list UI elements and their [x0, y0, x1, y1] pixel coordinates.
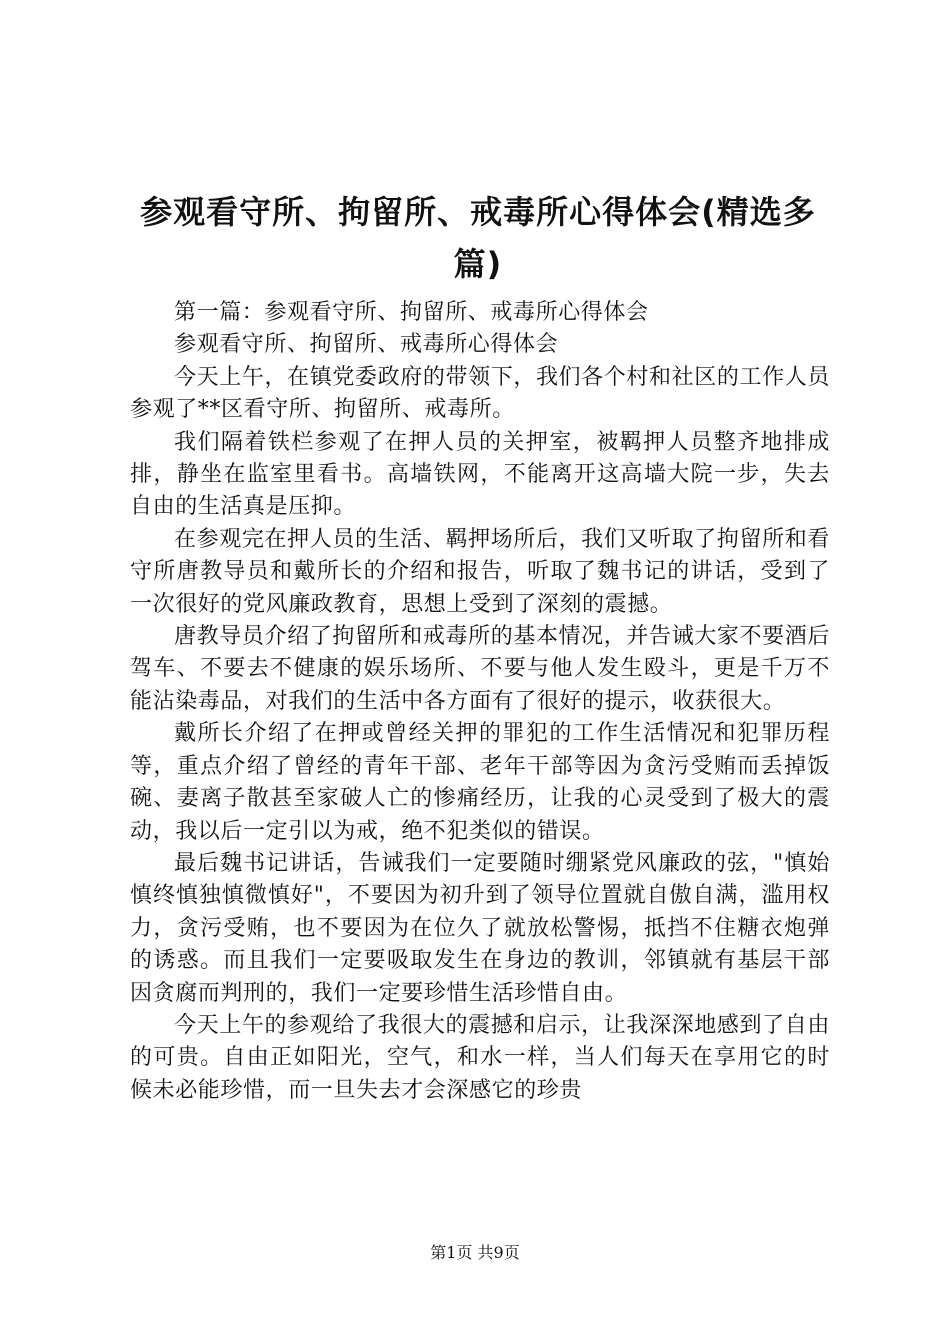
page-footer: 第1页 共9页: [430, 1243, 520, 1262]
paragraph: 我们隔着铁栏参观了在押人员的关押室，被羁押人员整齐地排成排，静坐在监室里看书。高墙铁网，不能离开这高墙大院一步，失去自由的生活真是压抑。: [130, 429, 830, 520]
paragraph: 第一篇：参观看守所、拘留所、戒毒所心得体会: [174, 300, 649, 325]
paragraph: 参观看守所、拘留所、戒毒所心得体会: [174, 332, 559, 358]
paragraph: 今天上午的参观给了我很大的震撼和启示，让我深深地感到了自由的可贵。自由正如阳光，空气，和水一样，当人们每天在享用它的时候未必能珍惜，而一旦失去才会深感它的珍贵: [130, 1012, 830, 1103]
paragraph: 戴所长介绍了在押或曾经关押的罪犯的工作生活情况和犯罪历程等，重点介绍了曾经的青年干部、老年干部等因为贪污受贿而丢掉饭碗、妻离子散甚至家破人亡的惨痛经历，让我的心灵受到了极大的震动，我以后一定引以为戒，绝不犯类似的错误。: [130, 721, 830, 844]
paragraph: 在参观完在押人员的生活、羁押场所后，我们又听取了拘留所和看守所唐教导员和戴所长的介绍和报告，听取了魏书记的讲话，受到了一次很好的党风廉政教育，思想上受到了深刻的震撼。: [130, 526, 830, 617]
paragraph: 最后魏书记讲话，告诫我们一定要随时绷紧党风廉政的弦，"慎始慎终慎独慎微慎好"，不要因为初升到了领导位置就自傲自满，滥用权力，贪污受贿，也不要因为在位久了就放松警惕，抵挡不住糖衣炮弹的诱惑。而且我们一定要吸取发生在身边的教训，邻镇就有基层干部因贪腐而判刑的，我们一定要珍惜生活珍惜自由。: [130, 850, 830, 1006]
document-title: 参观看守所、拘留所、戒毒所心得体会(精选多篇): [140, 193, 816, 283]
paragraph: 唐教导员介绍了拘留所和戒毒所的基本情况，并告诫大家不要酒后驾车、不要去不健康的娱乐场所、不要与他人发生殴斗，更是千万不能沾染毒品，对我们的生活中各方面有了很好的提示，收获很大。: [130, 624, 830, 714]
document-body: [130, 297, 830, 1107]
paragraph: 今天上午，在镇党委政府的带领下，我们各个村和社区的工作人员参观了**区看守所、拘留所、戒毒所。: [130, 364, 830, 423]
